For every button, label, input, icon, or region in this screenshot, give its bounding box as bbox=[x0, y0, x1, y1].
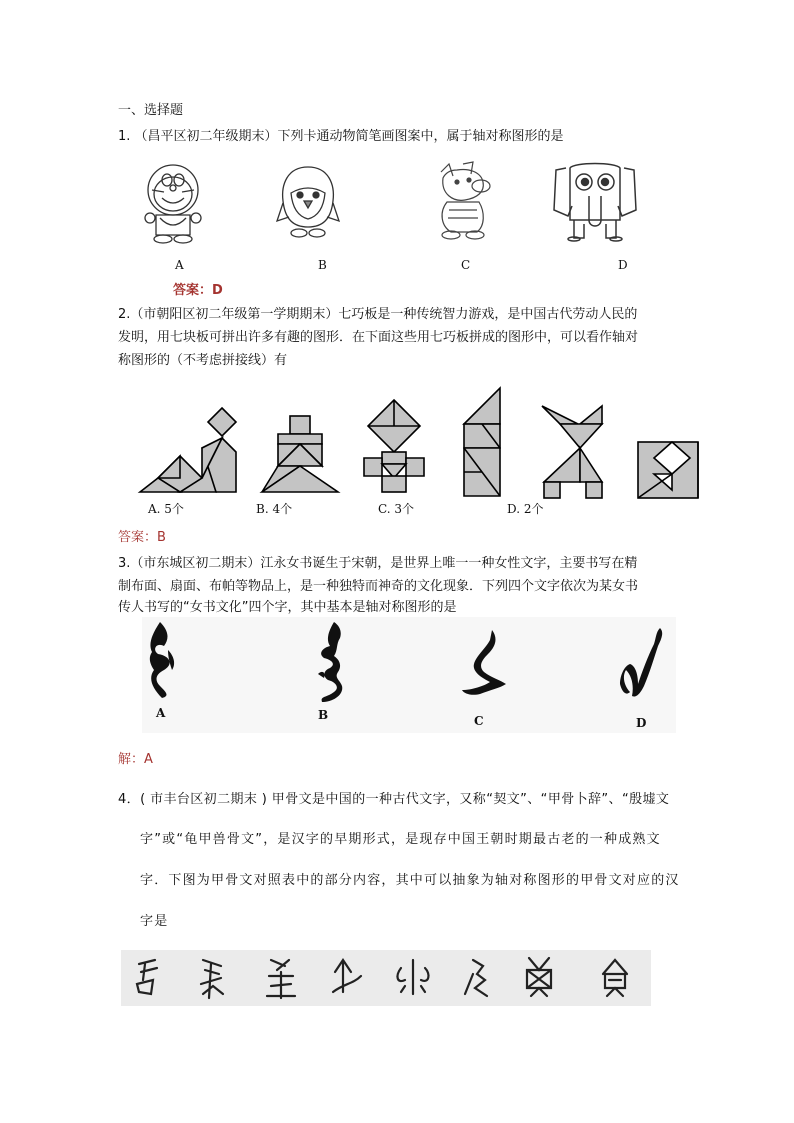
cartoon-bird-figure bbox=[277, 163, 339, 243]
question-2-line-3: 称图形的（不考虑拼接线）有 bbox=[118, 353, 288, 368]
tangram-figure-5 bbox=[540, 404, 606, 500]
question-4-line-4: 字是 bbox=[140, 914, 169, 929]
cartoon-elephant-figure bbox=[552, 162, 638, 242]
q2-option-a[interactable]: A. 5个 bbox=[148, 502, 184, 516]
cartoon-cat-figure bbox=[138, 160, 208, 245]
nvshu-character-a bbox=[146, 620, 180, 700]
q3-option-a[interactable]: A bbox=[156, 706, 166, 720]
q2-option-d[interactable]: D. 2个 bbox=[507, 502, 544, 516]
tangram-figure-6 bbox=[636, 440, 704, 502]
nvshu-character-d bbox=[620, 626, 666, 702]
nvshu-character-b bbox=[312, 620, 350, 704]
question-4-line-3: 字．下图为甲骨文对照表中的部分内容，其中可以抽象为轴对称图形的甲骨文对应的汉 bbox=[140, 873, 680, 888]
question-3-line-2: 制布面、扇面、布帕等物品上，是一种独特而神奇的文化现象．下列四个文字依次为某女书 bbox=[118, 579, 639, 594]
nvshu-character-c bbox=[460, 628, 508, 698]
tangram-figure-4 bbox=[462, 386, 504, 498]
q3-option-d[interactable]: D bbox=[636, 716, 647, 730]
q1-option-a[interactable]: A bbox=[175, 258, 184, 272]
q3-option-c[interactable]: C bbox=[474, 714, 484, 728]
tangram-figure-2 bbox=[262, 416, 342, 494]
q1-option-d[interactable]: D bbox=[618, 258, 628, 272]
question-4-line-2: 字”或“龟甲兽骨文”，是汉字的早期形式，是现存中国王朝时期最古老的一种成熟文 bbox=[140, 832, 661, 847]
q2-option-b[interactable]: B. 4个 bbox=[256, 502, 293, 516]
q3-option-b[interactable]: B bbox=[318, 708, 329, 722]
question-2-line-2: 发明，用七块板可拼出许多有趣的图形．在下面这些用七巧板拼成的图形中，可以看作轴对 bbox=[118, 330, 639, 345]
tangram-figure-1 bbox=[140, 408, 240, 496]
nvshu-image-panel bbox=[142, 617, 676, 733]
q1-answer: 答案：D bbox=[173, 283, 223, 298]
question-2-line-1: 2.（市朝阳区初二年级第一学期期末）七巧板是一种传统智力游戏，是中国古代劳动人民的 bbox=[118, 307, 638, 322]
q3-answer: 解：A bbox=[118, 752, 153, 767]
question-3-line-1: 3.（市东城区初二期末）江永女书诞生于宋朝，是世界上唯一一种女性文字，主要书写在精 bbox=[118, 556, 638, 571]
q2-option-c[interactable]: C. 3个 bbox=[378, 502, 415, 516]
oracle-bone-characters bbox=[121, 950, 651, 1006]
section-title: 一、选择题 bbox=[118, 103, 184, 118]
cartoon-piglet-figure bbox=[433, 158, 497, 240]
q1-option-b[interactable]: B bbox=[318, 258, 327, 272]
tangram-figure-3 bbox=[360, 400, 430, 494]
question-4-line-1: 4．( 市丰台区初二期末 ) 甲骨文是中国的一种古代文字，又称“契文”、“甲骨卜辞”、“殷墟文 bbox=[118, 792, 670, 807]
question-1-text: 1. （昌平区初二年级期末）下列卡通动物简笔画图案中，属于轴对称图形的是 bbox=[118, 129, 564, 144]
question-3-line-3: 传人书写的“女书文化”四个字，其中基本是轴对称图形的是 bbox=[118, 600, 457, 615]
q2-answer: 答案：B bbox=[118, 530, 166, 545]
q1-option-c[interactable]: C bbox=[461, 258, 471, 272]
